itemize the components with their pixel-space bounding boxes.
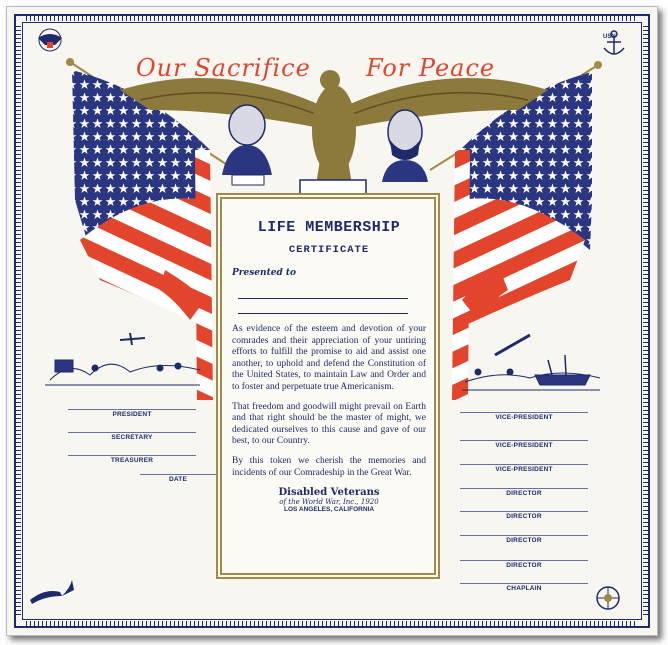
- wings-icon: [30, 580, 74, 604]
- certificate-subtitle: CERTIFICATE: [288, 244, 370, 256]
- motto-left: Our Sacrifice: [136, 54, 311, 82]
- signature-secretary[interactable]: SECRETARY: [68, 432, 196, 441]
- organization-city: LOS ANGELES, CALIFORNIA: [283, 506, 375, 514]
- eagle-seal-icon: [38, 29, 62, 51]
- signature-director-3[interactable]: DIRECTOR: [460, 535, 588, 544]
- signature-vice-president-1[interactable]: VICE-PRESIDENT: [460, 412, 588, 421]
- paragraph: By this token we cherish the memories and incidents of our Comradeship in the Great War.: [232, 455, 426, 478]
- signature-date[interactable]: DATE: [140, 474, 216, 483]
- left-battle-scene: [45, 333, 200, 385]
- organization-block: [232, 487, 426, 513]
- recipient-line[interactable]: [238, 298, 408, 299]
- right-battle-scene: [462, 335, 600, 390]
- organization-name: Disabled Veterans: [278, 487, 380, 499]
- paragraph: That freedom and goodwill might prevail on Earth and that right should be the master of might, we dedicated ourselves to this cause and gave of our best, to our Country.: [232, 401, 426, 447]
- organization-subtitle: of the World War, Inc., 1920: [279, 498, 379, 507]
- certificate-panel: [216, 193, 440, 579]
- globe-anchor-icon: [597, 587, 619, 609]
- signature-director-4[interactable]: DIRECTOR: [460, 560, 588, 569]
- signature-vice-president-2[interactable]: VICE-PRESIDENT: [460, 440, 588, 449]
- signature-chaplain[interactable]: CHAPLAIN: [460, 583, 588, 592]
- certificate-body: [232, 324, 426, 479]
- motto-right: For Peace: [366, 54, 496, 82]
- signature-president[interactable]: PRESIDENT: [68, 409, 196, 418]
- paragraph: As evidence of the esteem and devotion of your comrades and their appreciation of your untiring efforts to fulfill the promise to aid and assist one another, to uphold and defend the Constitution of the United States, to maintain Law and Order and to foster and perpetuate true Americanism.: [232, 324, 426, 392]
- recipient-line-2[interactable]: [238, 313, 408, 314]
- signature-director-1[interactable]: DIRECTOR: [460, 488, 588, 497]
- certificate-title: LIFE MEMBERSHIP: [257, 219, 401, 236]
- presented-label: Presented to: [232, 268, 297, 278]
- signature-director-2[interactable]: DIRECTOR: [460, 511, 588, 520]
- signature-vice-president-3[interactable]: VICE-PRESIDENT: [460, 464, 588, 473]
- usn-label: USN: [603, 34, 616, 40]
- signature-treasurer[interactable]: TREASURER: [68, 455, 196, 464]
